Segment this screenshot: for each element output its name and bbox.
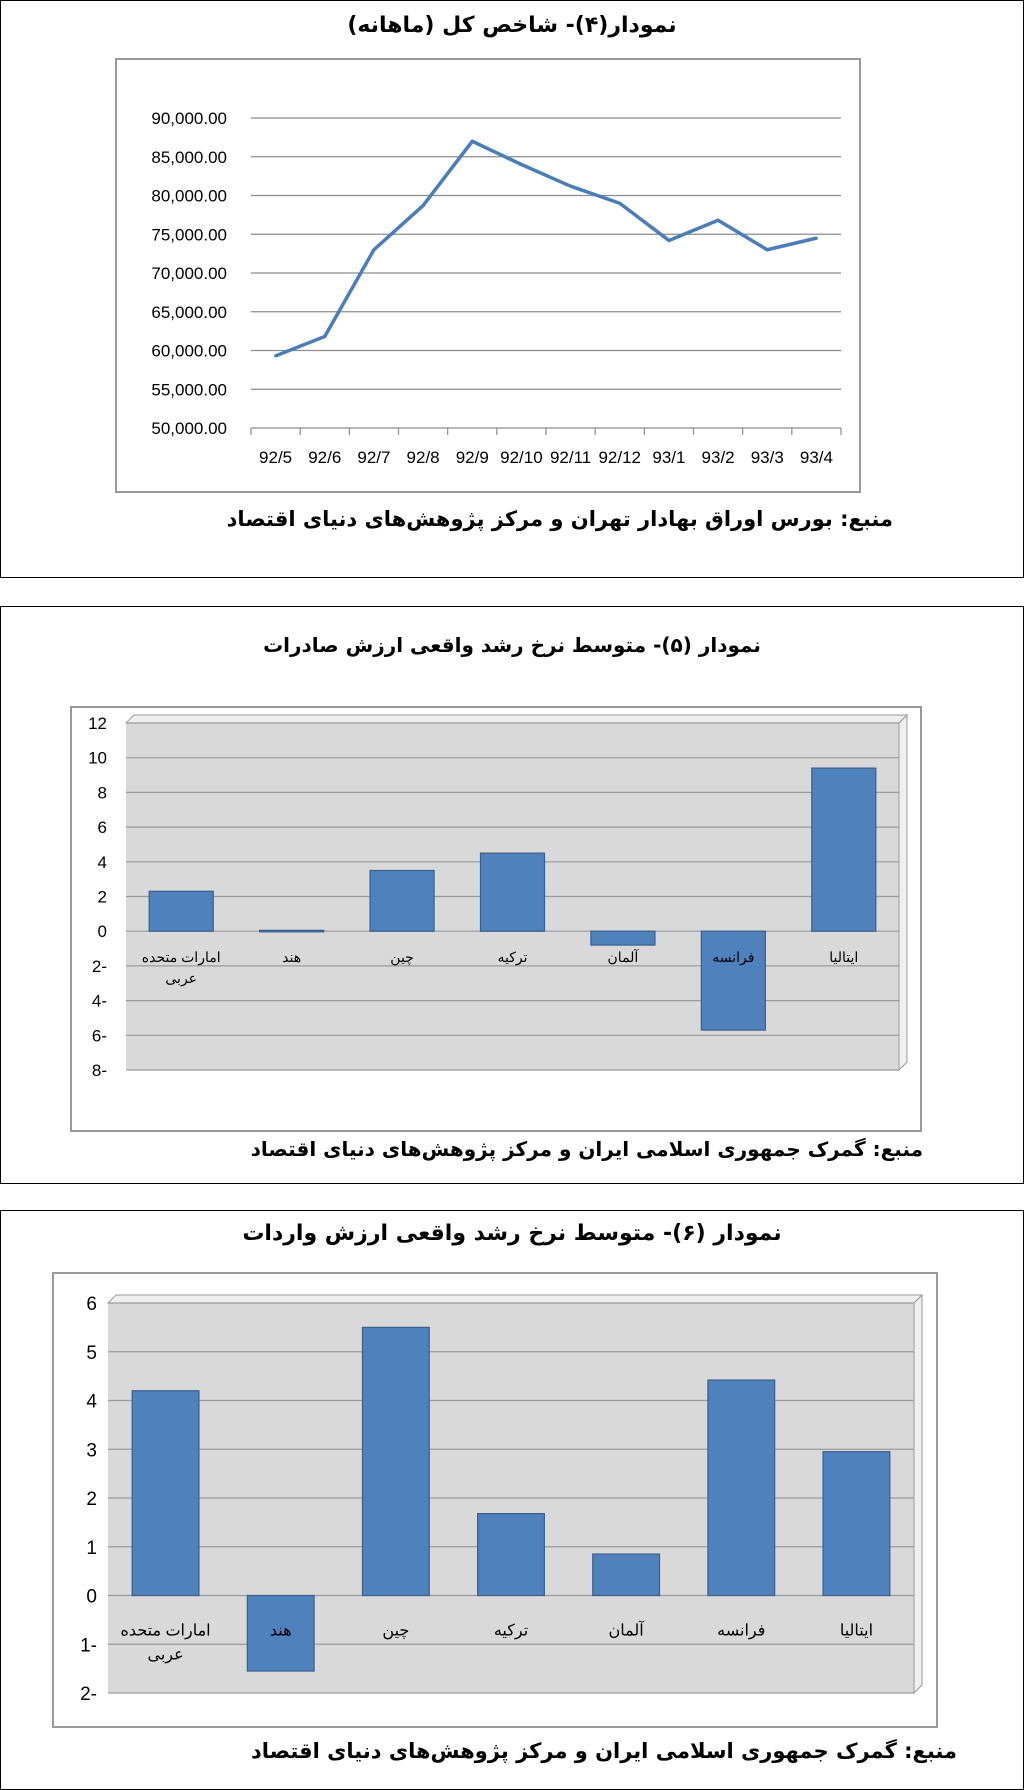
x-category-label: آلمان [607, 949, 639, 966]
plot-back-wall [108, 1295, 922, 1303]
bar [132, 1391, 199, 1596]
bar [260, 930, 324, 932]
y-tick-label: 6- [91, 1026, 107, 1046]
chart-1-title: نمودار(۴)- شاخص کل (ماهانه) [347, 13, 677, 38]
bar [701, 931, 765, 1030]
x-category-label: چین [382, 1622, 410, 1640]
x-tick-label: 92/10 [500, 448, 543, 467]
x-category-label: امارات متحده عربی [120, 1622, 211, 1664]
y-tick-label: 1- [80, 1635, 97, 1657]
chart-1-source: منبع: بورس اوراق بهادار تهران و مرکز پژوهش‌های دنیای اقتصاد [226, 507, 893, 531]
y-tick-label: 1 [86, 1537, 97, 1559]
x-tick-label: 92/9 [455, 448, 489, 467]
data-point [520, 163, 523, 166]
chart-3-title: نمودار (۶)- متوسط نرخ رشد واقعی ارزش واردات [242, 1221, 782, 1246]
x-category-label: فرانسه [712, 949, 755, 966]
bar [370, 870, 434, 931]
x-tick-label: 93/4 [799, 448, 833, 467]
bar [362, 1327, 429, 1595]
y-tick-label: 8 [97, 783, 107, 803]
chart-panel-3 [0, 1210, 1024, 1790]
y-tick-label: 0 [97, 922, 107, 942]
imports-bar-chart [1, 1211, 1023, 1789]
data-point [274, 354, 277, 357]
y-tick-label: 55,000.00 [151, 380, 227, 400]
y-tick-label: 85,000.00 [151, 147, 227, 167]
y-tick-label: 6 [86, 1294, 97, 1315]
data-point [372, 248, 375, 251]
y-tick-label: 5 [86, 1342, 97, 1364]
x-category-label: ترکیه [493, 1622, 529, 1640]
x-category-label: هند [269, 1622, 292, 1640]
chart-area-frame [116, 59, 860, 492]
y-tick-label: 10 [88, 748, 107, 768]
y-tick-label: 3 [86, 1440, 97, 1462]
plot-back-wall [126, 715, 907, 723]
y-tick-label: 60,000.00 [151, 341, 227, 361]
data-point [422, 204, 425, 207]
x-tick-label: 92/8 [406, 448, 440, 467]
data-point [667, 239, 670, 242]
y-tick-label: 2- [91, 956, 107, 976]
chart-panel-2 [0, 606, 1024, 1184]
chart-3-source: منبع: گمرک جمهوری اسلامی ایران و مرکز پژوهش‌های دنیای اقتصاد [250, 1739, 957, 1763]
data-point [717, 219, 720, 222]
x-category-label: ایتالیا [839, 1622, 874, 1640]
y-tick-label: 2 [86, 1489, 97, 1510]
y-tick-label: 75,000.00 [151, 225, 227, 245]
chart-panel-1 [0, 0, 1024, 578]
bar [478, 1514, 545, 1596]
y-tick-label: 4- [91, 991, 107, 1011]
y-tick-label: 2- [80, 1684, 97, 1705]
y-tick-label: 65,000.00 [151, 302, 227, 322]
x-tick-label: 93/2 [701, 448, 735, 467]
data-point [815, 237, 818, 240]
chart-2-source: منبع: گمرک جمهوری اسلامی ایران و مرکز پژوهش‌های دنیای اقتصاد [250, 1137, 923, 1161]
x-category-label: امارات متحده عربی [141, 949, 221, 987]
y-tick-label: 2 [97, 887, 107, 907]
y-tick-label: 12 [88, 714, 107, 733]
bar [708, 1380, 775, 1595]
bar [823, 1452, 890, 1596]
x-category-label: فرانسه [717, 1622, 766, 1640]
data-point [471, 140, 474, 143]
x-tick-label: 92/5 [259, 448, 293, 467]
bar [812, 768, 876, 931]
exports-bar-chart [1, 607, 1023, 1183]
y-tick-label: 90,000.00 [151, 109, 227, 128]
y-tick-label: 80,000.00 [151, 186, 227, 206]
y-tick-label: 0 [86, 1586, 97, 1608]
bar [593, 1554, 660, 1595]
y-tick-label: 4 [97, 852, 107, 872]
x-tick-label: 92/11 [549, 448, 592, 467]
data-point [569, 185, 572, 188]
chart-2-title: نمودار (۵)- متوسط نرخ رشد واقعی ارزش صادرات [263, 633, 761, 657]
line-chart [1, 1, 1023, 577]
y-tick-label: 6 [97, 818, 107, 838]
x-tick-label: 93/1 [652, 448, 686, 467]
y-tick-label: 70,000.00 [151, 264, 227, 283]
x-category-label: ایتالیا [829, 949, 859, 966]
y-tick-label: 50,000.00 [151, 419, 227, 438]
x-tick-label: 92/7 [357, 448, 391, 467]
x-category-label: هند [282, 949, 302, 966]
bar [591, 931, 655, 945]
data-point [766, 248, 769, 251]
x-category-label: ترکیه [497, 949, 528, 966]
data-point [323, 335, 326, 338]
y-tick-label: 8- [91, 1061, 107, 1080]
x-tick-label: 93/3 [750, 448, 784, 467]
plot-side-wall [914, 1295, 922, 1693]
x-tick-label: 92/6 [308, 448, 342, 467]
bar [480, 853, 544, 931]
y-tick-label: 4 [86, 1391, 97, 1413]
data-point [618, 202, 621, 205]
plot-side-wall [899, 715, 907, 1070]
x-category-label: چین [390, 949, 414, 966]
x-category-label: آلمان [608, 1622, 644, 1640]
x-tick-label: 92/12 [598, 448, 642, 467]
bar [149, 891, 213, 931]
